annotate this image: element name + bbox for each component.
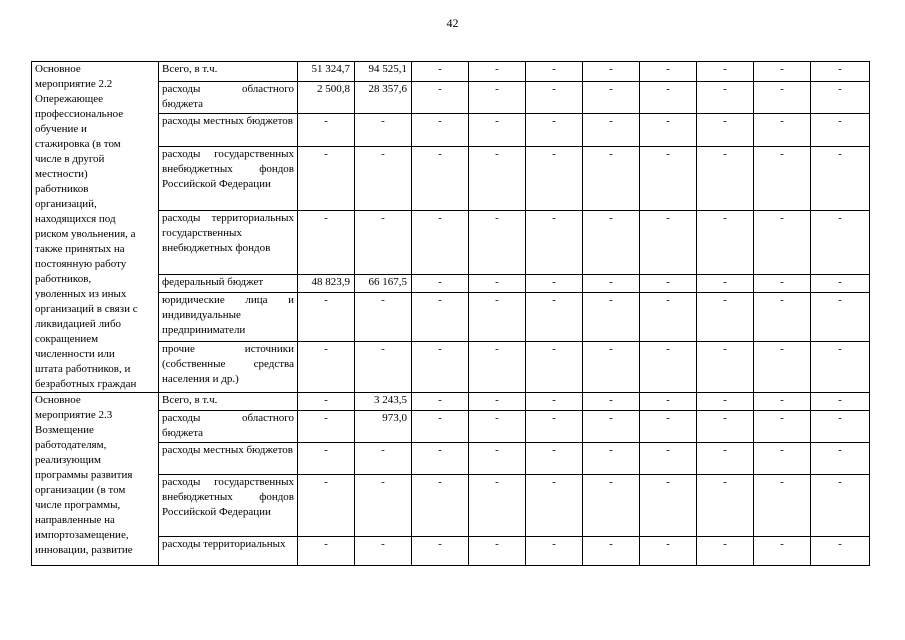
value-cell: -	[640, 537, 697, 566]
measure-title-line: числе программы,	[35, 499, 121, 511]
value-cell: -	[355, 341, 412, 392]
value-cell: -	[298, 114, 355, 147]
measure-title-line: работников,	[35, 273, 92, 285]
value-cell: -	[469, 411, 526, 443]
value-cell: -	[412, 211, 469, 275]
funding-source-cell: расходы территориальных	[159, 537, 298, 566]
value-cell: -	[412, 114, 469, 147]
funding-source-cell: расходы областного бюджета	[159, 411, 298, 443]
value-cell: -	[754, 147, 811, 211]
value-cell: -	[583, 475, 640, 537]
value-cell: -	[469, 475, 526, 537]
value-cell: -	[811, 274, 870, 293]
value-cell: -	[412, 341, 469, 392]
value-cell: -	[811, 475, 870, 537]
value-cell: -	[754, 341, 811, 392]
value-cell: -	[583, 411, 640, 443]
value-cell: -	[298, 293, 355, 341]
value-cell: -	[697, 537, 754, 566]
value-cell: -	[298, 341, 355, 392]
funding-source-cell: расходы государственных внебюджетных фондов Российской Федерации	[159, 147, 298, 211]
measure-title-line: Возмещение	[35, 424, 94, 436]
value-cell: -	[811, 393, 870, 411]
measure-title-cell	[32, 62, 159, 393]
value-cell: -	[640, 293, 697, 341]
value-cell: -	[754, 537, 811, 566]
value-cell: -	[526, 147, 583, 211]
measure-title-line: постоянную работу	[35, 258, 127, 270]
measure-title-line: сокращением	[35, 333, 99, 345]
measure-title-line: программы развития	[35, 469, 133, 481]
measure-title-line: стажировка (в том	[35, 138, 121, 150]
measure-title-line: риском увольнения, а	[35, 228, 136, 240]
value-cell: -	[526, 274, 583, 293]
value-cell: -	[811, 62, 870, 82]
value-cell: 973,0	[355, 411, 412, 443]
value-cell: 28 357,6	[355, 81, 412, 114]
value-cell: -	[412, 475, 469, 537]
value-cell: -	[697, 475, 754, 537]
value-cell: -	[526, 537, 583, 566]
measure-title-line: безработных граждан	[35, 378, 137, 390]
value-cell: -	[412, 393, 469, 411]
measure-title-line: организаций,	[35, 198, 97, 210]
value-cell: -	[298, 443, 355, 475]
value-cell: -	[469, 274, 526, 293]
value-cell: -	[811, 114, 870, 147]
value-cell: -	[526, 443, 583, 475]
measure-title-line: уволенных из иных	[35, 288, 127, 300]
funding-source-cell: Всего, в т.ч.	[159, 393, 298, 411]
value-cell: -	[811, 147, 870, 211]
value-cell: 66 167,5	[355, 274, 412, 293]
measure-title-line: работодателям,	[35, 439, 107, 451]
value-cell: -	[697, 211, 754, 275]
value-cell: -	[298, 411, 355, 443]
measure-title-line: мероприятие 2.2	[35, 78, 113, 90]
value-cell: -	[469, 443, 526, 475]
measure-title-line: мероприятие 2.3	[35, 409, 113, 421]
value-cell: -	[697, 341, 754, 392]
value-cell: -	[811, 443, 870, 475]
funding-source-cell: расходы областного бюджета	[159, 81, 298, 114]
value-cell: 48 823,9	[298, 274, 355, 293]
funding-source-cell: федеральный бюджет	[159, 274, 298, 293]
measure-title-line: направленные на	[35, 514, 115, 526]
measure-title-line: обучение и	[35, 123, 87, 135]
value-cell: -	[412, 147, 469, 211]
value-cell: -	[640, 211, 697, 275]
value-cell: -	[526, 393, 583, 411]
value-cell: -	[412, 537, 469, 566]
value-cell: -	[697, 114, 754, 147]
value-cell: -	[640, 81, 697, 114]
measure-title-line: также принятых на	[35, 243, 125, 255]
value-cell: -	[298, 211, 355, 275]
value-cell: -	[811, 341, 870, 392]
value-cell: -	[640, 341, 697, 392]
value-cell: -	[469, 114, 526, 147]
measure-title-line: численности или	[35, 348, 115, 360]
value-cell: -	[583, 341, 640, 392]
value-cell: -	[754, 443, 811, 475]
value-cell: -	[754, 62, 811, 82]
value-cell: -	[298, 537, 355, 566]
value-cell: -	[811, 293, 870, 341]
value-cell: -	[697, 62, 754, 82]
value-cell: -	[583, 393, 640, 411]
value-cell: -	[469, 293, 526, 341]
value-cell: -	[355, 114, 412, 147]
measure-title-line: Основное	[35, 63, 81, 75]
value-cell: -	[754, 211, 811, 275]
value-cell: 94 525,1	[355, 62, 412, 82]
value-cell: -	[583, 293, 640, 341]
table-row	[32, 62, 870, 82]
value-cell: -	[526, 411, 583, 443]
value-cell: -	[811, 537, 870, 566]
value-cell: -	[640, 411, 697, 443]
value-cell: 51 324,7	[298, 62, 355, 82]
value-cell: -	[754, 393, 811, 411]
value-cell: -	[355, 443, 412, 475]
value-cell: -	[754, 81, 811, 114]
value-cell: -	[355, 475, 412, 537]
value-cell: -	[469, 62, 526, 82]
value-cell: -	[697, 443, 754, 475]
funding-source-cell: юридические лица и индивидуальные предприниматели	[159, 293, 298, 341]
value-cell: -	[412, 443, 469, 475]
value-cell: -	[640, 393, 697, 411]
value-cell: -	[583, 114, 640, 147]
value-cell: -	[469, 341, 526, 392]
measure-title-cell	[32, 393, 159, 566]
value-cell: -	[298, 475, 355, 537]
funding-source-cell: расходы местных бюджетов	[159, 114, 298, 147]
value-cell: -	[697, 274, 754, 293]
value-cell: -	[526, 475, 583, 537]
value-cell: -	[754, 274, 811, 293]
value-cell: -	[469, 393, 526, 411]
measure-title-line: штата работников, и	[35, 363, 131, 375]
value-cell: -	[526, 211, 583, 275]
value-cell: -	[412, 81, 469, 114]
value-cell: 3 243,5	[355, 393, 412, 411]
value-cell: -	[754, 411, 811, 443]
budget-table-body	[32, 62, 870, 566]
value-cell: -	[355, 537, 412, 566]
value-cell: -	[640, 475, 697, 537]
value-cell: -	[583, 443, 640, 475]
value-cell: -	[811, 81, 870, 114]
value-cell: -	[469, 147, 526, 211]
measure-title-line: профессиональное	[35, 108, 124, 120]
value-cell: -	[583, 537, 640, 566]
value-cell: -	[526, 293, 583, 341]
value-cell: -	[583, 62, 640, 82]
measure-title-line: Основное	[35, 394, 81, 406]
value-cell: -	[811, 211, 870, 275]
value-cell: -	[697, 411, 754, 443]
measure-title-line: числе в другой	[35, 153, 105, 165]
budget-table	[31, 61, 870, 566]
value-cell: 2 500,8	[298, 81, 355, 114]
value-cell: -	[697, 81, 754, 114]
value-cell: -	[526, 62, 583, 82]
value-cell: -	[697, 147, 754, 211]
value-cell: -	[412, 411, 469, 443]
measure-title-line: работников	[35, 183, 89, 195]
value-cell: -	[811, 411, 870, 443]
measure-title-line: импортозамещение,	[35, 529, 129, 541]
value-cell: -	[754, 475, 811, 537]
value-cell: -	[640, 62, 697, 82]
value-cell: -	[640, 114, 697, 147]
value-cell: -	[355, 147, 412, 211]
value-cell: -	[583, 147, 640, 211]
funding-source-cell: прочие источники (собственные средства населения и др.)	[159, 341, 298, 392]
value-cell: -	[469, 211, 526, 275]
value-cell: -	[754, 114, 811, 147]
value-cell: -	[640, 443, 697, 475]
value-cell: -	[754, 293, 811, 341]
value-cell: -	[640, 147, 697, 211]
value-cell: -	[469, 537, 526, 566]
value-cell: -	[355, 293, 412, 341]
funding-source-cell: расходы местных бюджетов	[159, 443, 298, 475]
value-cell: -	[697, 293, 754, 341]
funding-source-cell: расходы территориальных государственных внебюджетных фондов	[159, 211, 298, 275]
value-cell: -	[526, 81, 583, 114]
measure-title-line: местности)	[35, 168, 88, 180]
value-cell: -	[583, 81, 640, 114]
value-cell: -	[583, 274, 640, 293]
value-cell: -	[640, 274, 697, 293]
measure-title-line: реализующим	[35, 454, 102, 466]
measure-title-line: инновации, развитие	[35, 544, 133, 556]
measure-title-line: ликвидацией либо	[35, 318, 122, 330]
value-cell: -	[526, 114, 583, 147]
table-row	[32, 393, 870, 411]
funding-source-cell: Всего, в т.ч.	[159, 62, 298, 82]
measure-title-line: Опережающее	[35, 93, 104, 105]
value-cell: -	[298, 393, 355, 411]
measure-title-line: находящихся под	[35, 213, 116, 225]
value-cell: -	[412, 293, 469, 341]
value-cell: -	[526, 341, 583, 392]
measure-title-line: организаций в связи с	[35, 303, 138, 315]
value-cell: -	[469, 81, 526, 114]
value-cell: -	[412, 274, 469, 293]
value-cell: -	[298, 147, 355, 211]
measure-title-line: организации (в том	[35, 484, 126, 496]
value-cell: -	[697, 393, 754, 411]
value-cell: -	[355, 211, 412, 275]
page-number: 42	[446, 16, 459, 30]
funding-source-cell: расходы государственных внебюджетных фондов Российской Федерации	[159, 475, 298, 537]
value-cell: -	[412, 62, 469, 82]
value-cell: -	[583, 211, 640, 275]
